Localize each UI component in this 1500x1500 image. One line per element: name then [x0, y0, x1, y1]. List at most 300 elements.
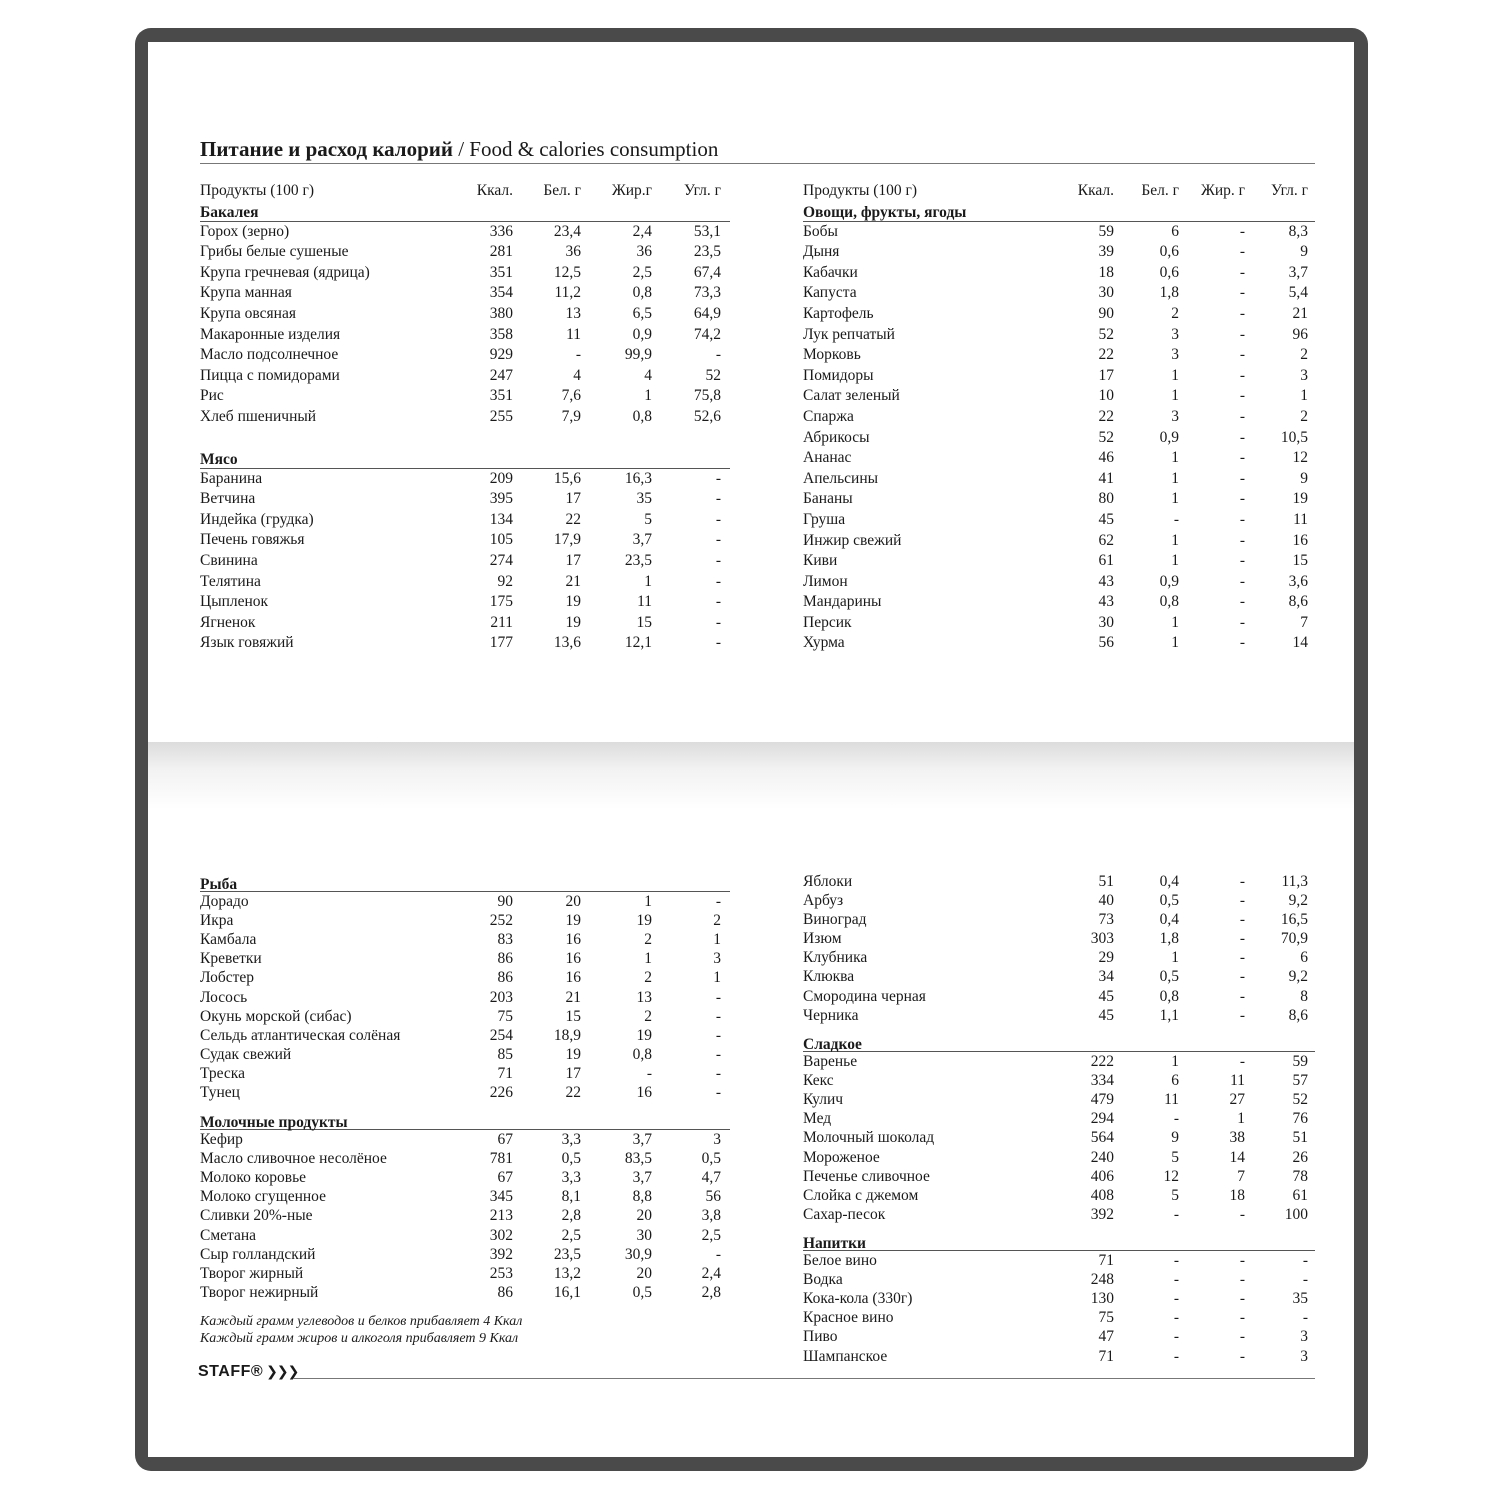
cell-name: Виноград: [803, 911, 867, 929]
cell-value: -: [1239, 407, 1245, 425]
cell-value: -: [1239, 552, 1245, 570]
cell-name: Ягненок: [200, 613, 256, 631]
cell-value: -: [1239, 449, 1245, 467]
table-row: [803, 572, 1315, 593]
cell-value: 17: [1098, 366, 1114, 384]
cell-value: 47: [1098, 1328, 1114, 1346]
header-name: Продукты (100 г): [803, 182, 918, 199]
cell-value: 130: [1090, 1290, 1114, 1308]
cell-value: 2: [1171, 304, 1179, 322]
cell-value: -: [715, 469, 721, 487]
cell-value: 392: [489, 1245, 513, 1263]
cell-value: 17: [565, 490, 581, 508]
cell-value: 2: [1300, 407, 1308, 425]
cell-value: 2,5: [632, 263, 652, 281]
cell-name: Клюква: [803, 968, 855, 986]
cell-value: 29: [1098, 949, 1114, 967]
table-row: [803, 551, 1315, 572]
cell-name: Камбала: [200, 931, 257, 949]
table-row: [200, 613, 730, 634]
cell-value: 73,3: [693, 284, 721, 302]
cell-value: 254: [489, 1026, 513, 1044]
cell-value: 0,6: [1159, 243, 1179, 261]
cell-value: -: [1173, 1309, 1179, 1327]
table-row: [803, 948, 1315, 967]
cell-value: 3,8: [701, 1207, 721, 1225]
cell-value: 52,6: [693, 407, 721, 425]
table-row: [200, 930, 730, 949]
cell-name: Хурма: [803, 634, 845, 652]
cell-value: 3: [1171, 325, 1179, 343]
cell-value: -: [715, 634, 721, 652]
table-row: [803, 1071, 1315, 1090]
cell-name: Грибы белые сушеные: [200, 243, 349, 261]
cell-name: Инжир свежий: [803, 531, 902, 549]
table-row: [200, 366, 730, 387]
section-myaso: [200, 449, 730, 654]
cell-value: 105: [489, 531, 513, 549]
cell-value: 41: [1098, 469, 1114, 487]
cell-value: 0,6: [1159, 263, 1179, 281]
table-row: [803, 891, 1315, 910]
cell-value: 1,8: [1159, 930, 1179, 948]
cell-value: 10,5: [1280, 428, 1308, 446]
cell-value: 8,6: [1288, 1006, 1308, 1024]
cell-value: 75: [1098, 1309, 1114, 1327]
section-title: Бакалея: [200, 202, 730, 222]
cell-value: -: [1302, 1252, 1308, 1270]
cell-value: 85: [497, 1045, 513, 1063]
table-row: [200, 1168, 730, 1187]
cell-value: 36: [636, 243, 652, 261]
footer-rule: [293, 1378, 1315, 1379]
table-row: [200, 988, 730, 1007]
cell-name: Крупа овсяная: [200, 304, 296, 322]
table-row: [200, 530, 730, 551]
cell-value: 90: [1098, 304, 1114, 322]
cell-value: 0,8: [632, 1045, 652, 1063]
cell-value: -: [1239, 1271, 1245, 1289]
cell-value: 209: [489, 469, 513, 487]
table-row: [803, 1006, 1315, 1025]
cell-value: -: [715, 1245, 721, 1263]
cell-value: 23,5: [624, 551, 652, 569]
table-row: [803, 1205, 1315, 1224]
cell-value: 175: [489, 593, 513, 611]
cell-value: 92: [497, 572, 513, 590]
cell-name: Лобстер: [200, 969, 255, 987]
table-row: [803, 1128, 1315, 1147]
cell-value: 19: [565, 613, 581, 631]
cell-value: 18: [1098, 263, 1114, 281]
table-row: [803, 222, 1315, 243]
cell-value: 3,3: [561, 1169, 581, 1187]
staff-logo: [198, 1363, 298, 1381]
cell-value: 78: [1292, 1167, 1308, 1185]
cell-value: 52: [1098, 325, 1114, 343]
cell-value: 3,6: [1288, 572, 1308, 590]
table-row: [200, 283, 730, 304]
cell-value: 0,8: [1159, 987, 1179, 1005]
cell-name: Молоко коровье: [200, 1169, 307, 1187]
cell-value: 30,9: [624, 1245, 652, 1263]
cell-value: 1: [713, 931, 721, 949]
cell-name: Варенье: [803, 1053, 858, 1071]
cell-value: 2,8: [701, 1283, 721, 1301]
cell-value: 302: [489, 1226, 513, 1244]
cell-value: 15,6: [553, 469, 581, 487]
table-row: [200, 407, 730, 428]
cell-value: -: [1239, 243, 1245, 261]
cell-value: 16,1: [553, 1283, 581, 1301]
cell-value: -: [715, 893, 721, 911]
cell-value: 3: [1300, 1347, 1308, 1365]
cell-value: 75: [497, 1007, 513, 1025]
section-moloko: [200, 1112, 730, 1302]
cell-value: 6: [1171, 222, 1179, 240]
cell-value: 2: [1300, 346, 1308, 364]
cell-value: 67,4: [693, 263, 721, 281]
cell-name: Сливки 20%-ные: [200, 1207, 313, 1225]
table-row: [803, 929, 1315, 948]
cell-value: 52: [705, 366, 721, 384]
cell-value: 22: [565, 510, 581, 528]
cell-value: 19: [565, 1045, 581, 1063]
cell-name: Кока-кола (330г): [803, 1290, 913, 1308]
cell-value: 46: [1098, 449, 1114, 467]
table-row: [803, 304, 1315, 325]
cell-value: 74,2: [693, 325, 721, 343]
cell-value: 336: [489, 222, 513, 240]
cell-value: -: [715, 572, 721, 590]
cell-value: 22: [565, 1084, 581, 1102]
cell-value: -: [575, 346, 581, 364]
cell-value: 71: [1098, 1252, 1114, 1270]
cell-value: 2,4: [701, 1264, 721, 1282]
cell-name: Окунь морской (сибас): [200, 1007, 352, 1025]
cell-value: 6: [1300, 949, 1308, 967]
cell-value: -: [1239, 387, 1245, 405]
table-row: [803, 345, 1315, 366]
cell-name: Клубника: [803, 949, 868, 967]
cell-value: 22: [1098, 407, 1114, 425]
cell-value: 3: [713, 950, 721, 968]
cell-value: 67: [497, 1169, 513, 1187]
cell-name: Морковь: [803, 346, 861, 364]
cell-value: -: [1302, 1309, 1308, 1327]
cell-name: Печень говяжья: [200, 531, 305, 549]
cell-value: -: [1239, 1309, 1245, 1327]
cell-value: -: [1239, 949, 1245, 967]
cell-value: 17: [565, 1064, 581, 1082]
cell-value: 392: [1090, 1205, 1114, 1223]
cell-value: 253: [489, 1264, 513, 1282]
cell-value: 3: [1300, 1328, 1308, 1346]
cell-value: -: [1239, 873, 1245, 890]
cell-value: -: [1173, 510, 1179, 528]
cell-value: -: [715, 1045, 721, 1063]
cell-name: Хлеб пшеничный: [200, 407, 317, 425]
table-row: [803, 987, 1315, 1006]
cell-value: 30: [1098, 613, 1114, 631]
cell-name: Макаронные изделия: [200, 325, 341, 343]
cell-value: 16: [636, 1084, 652, 1102]
title-rule: [200, 163, 1315, 164]
header-name: Продукты (100 г): [200, 182, 315, 199]
cell-value: 7: [1300, 613, 1308, 631]
cell-value: 380: [489, 304, 513, 322]
cell-value: 211: [490, 613, 513, 631]
cell-value: 4: [573, 366, 581, 384]
section-ryba: [200, 874, 730, 1102]
cell-value: 19: [1292, 490, 1308, 508]
cell-value: 13: [565, 304, 581, 322]
cell-name: Яблоки: [803, 873, 853, 890]
cell-name: Масло подсолнечное: [200, 346, 339, 364]
cell-value: 203: [489, 988, 513, 1006]
cell-value: 1: [1171, 634, 1179, 652]
cell-name: Тунец: [200, 1084, 240, 1102]
cell-value: 35: [1292, 1290, 1308, 1308]
cell-name: Треска: [200, 1064, 245, 1082]
cell-value: 15: [1292, 552, 1308, 570]
footnotes: [200, 1313, 522, 1347]
table-row: [200, 1130, 730, 1149]
cell-value: 38: [1229, 1129, 1245, 1147]
cell-name: Изюм: [803, 930, 842, 948]
cell-value: 19: [565, 593, 581, 611]
cell-value: 248: [1090, 1271, 1114, 1289]
cell-value: 7: [1237, 1167, 1245, 1185]
cell-value: 3: [1171, 346, 1179, 364]
cell-value: -: [715, 1007, 721, 1025]
table-row: [200, 1264, 730, 1283]
cell-value: 345: [489, 1188, 513, 1206]
cell-value: 12,1: [624, 634, 652, 652]
cell-name: Пиво: [803, 1328, 838, 1346]
cell-value: 3,7: [632, 1131, 652, 1149]
cell-value: 9: [1300, 469, 1308, 487]
cell-value: 0,5: [632, 1283, 652, 1301]
cell-value: 51: [1098, 873, 1114, 890]
cell-value: 7,6: [561, 387, 581, 405]
cell-value: 1: [713, 969, 721, 987]
table-row: [803, 407, 1315, 428]
cell-name: Язык говяжий: [200, 634, 294, 652]
cell-value: 1: [644, 387, 652, 405]
cell-value: 2: [644, 931, 652, 949]
cell-name: Персик: [803, 613, 852, 631]
table-row: [803, 1186, 1315, 1205]
cell-name: Творог жирный: [200, 1264, 304, 1282]
cell-value: 23,4: [553, 222, 581, 240]
cell-value: 1: [1171, 490, 1179, 508]
cell-value: 0,8: [632, 407, 652, 425]
cell-value: 14: [1229, 1148, 1245, 1166]
cell-value: 19: [565, 912, 581, 930]
logo-text: STAFF®: [198, 1363, 264, 1380]
cell-value: 226: [489, 1084, 513, 1102]
table-row: [200, 892, 730, 911]
cell-value: 1: [644, 572, 652, 590]
table-row: [200, 489, 730, 510]
cell-value: 3,7: [632, 1169, 652, 1187]
cell-name: Водка: [803, 1271, 843, 1289]
cell-value: -: [715, 510, 721, 528]
cell-name: Кулич: [803, 1091, 844, 1109]
chevrons-icon: ❯❯❯: [266, 1363, 299, 1379]
cell-value: 1: [1300, 387, 1308, 405]
table-row: [200, 1007, 730, 1026]
cell-name: Креветки: [200, 950, 262, 968]
cell-value: 1: [1171, 469, 1179, 487]
cell-value: 43: [1098, 572, 1114, 590]
cell-name: Капуста: [803, 284, 857, 302]
cell-value: 64,9: [693, 304, 721, 322]
table-row: [200, 325, 730, 346]
cell-value: -: [646, 1064, 652, 1082]
cell-value: 12: [1163, 1167, 1179, 1185]
table-row: [200, 345, 730, 366]
cell-value: 3: [1300, 366, 1308, 384]
table-row: [200, 572, 730, 593]
cell-value: 20: [565, 893, 581, 911]
cell-name: Слойка с джемом: [803, 1186, 919, 1204]
cell-value: 35: [636, 490, 652, 508]
cell-name: Мед: [803, 1110, 832, 1128]
table-row: [200, 1283, 730, 1302]
table-row: [200, 592, 730, 613]
table-row: [200, 386, 730, 407]
cell-value: -: [1239, 222, 1245, 240]
cell-value: -: [1239, 428, 1245, 446]
cell-value: 16,3: [624, 469, 652, 487]
cell-name: Мороженое: [803, 1148, 880, 1166]
cell-value: 57: [1292, 1072, 1308, 1090]
cell-value: 19: [636, 912, 652, 930]
cell-value: -: [1239, 911, 1245, 929]
section-title: Мясо: [200, 449, 730, 469]
column-headers: [803, 180, 1315, 202]
cell-value: 83,5: [624, 1150, 652, 1168]
cell-value: 8,1: [561, 1188, 581, 1206]
page-title: [200, 137, 718, 162]
section-title: Напитки: [803, 1233, 1315, 1251]
cell-value: 15: [636, 613, 652, 631]
cell-value: 21: [565, 988, 581, 1006]
table-row: [200, 1149, 730, 1168]
cell-value: -: [1239, 613, 1245, 631]
cell-value: 247: [489, 366, 513, 384]
cell-name: Индейка (грудка): [200, 510, 314, 528]
section-title: Молочные продукты: [200, 1112, 730, 1130]
table-row: [803, 1109, 1315, 1128]
cell-value: 2: [644, 1007, 652, 1025]
cell-value: -: [1239, 284, 1245, 302]
table-row: [200, 1206, 730, 1225]
cell-name: Творог нежирный: [200, 1283, 319, 1301]
cell-value: -: [715, 593, 721, 611]
cell-value: 30: [636, 1226, 652, 1244]
cell-value: 71: [1098, 1347, 1114, 1365]
cell-value: 100: [1284, 1205, 1308, 1223]
footnote-2: Каждый грамм жиров и алкоголя прибавляет 9 Ккал: [200, 1331, 519, 1346]
cell-name: Апельсины: [803, 469, 879, 487]
header-value: Бел. г: [543, 182, 581, 199]
cell-value: -: [715, 613, 721, 631]
header-value: Жир. г: [1200, 182, 1245, 199]
cell-name: Абрикосы: [803, 428, 870, 446]
cell-value: 255: [489, 407, 513, 425]
cell-name: Сельдь атлантическая солёная: [200, 1026, 401, 1044]
cell-value: 6,5: [632, 304, 652, 322]
table-row: [803, 613, 1315, 634]
cell-value: 8,8: [632, 1188, 652, 1206]
cell-name: Печенье сливочное: [803, 1167, 930, 1185]
cell-value: 1,8: [1159, 284, 1179, 302]
cell-value: 61: [1098, 552, 1114, 570]
cell-name: Пицца с помидорами: [200, 366, 340, 384]
cell-value: -: [1173, 1328, 1179, 1346]
cell-value: -: [1239, 510, 1245, 528]
cell-value: 73: [1098, 911, 1114, 929]
cell-value: 86: [497, 969, 513, 987]
table-row: [803, 967, 1315, 986]
cell-value: 0,8: [1159, 593, 1179, 611]
cell-value: 70,9: [1280, 930, 1308, 948]
cell-value: 40: [1098, 892, 1114, 910]
section-napitki: [803, 1233, 1315, 1366]
cell-value: 0,5: [1159, 968, 1179, 986]
cell-name: Ананас: [803, 449, 852, 467]
cell-value: -: [1239, 892, 1245, 910]
cell-name: Салат зеленый: [803, 387, 900, 405]
table-row: [803, 592, 1315, 613]
cell-value: -: [1239, 572, 1245, 590]
table-row: [200, 1083, 730, 1102]
cell-name: Кекс: [803, 1072, 834, 1090]
cell-value: 281: [489, 243, 513, 261]
cell-value: 408: [1090, 1186, 1114, 1204]
section-title: Овощи, фрукты, ягоды: [803, 202, 1315, 222]
cell-value: -: [1239, 490, 1245, 508]
section-title: Рыба: [200, 874, 730, 892]
cell-value: 252: [489, 912, 513, 930]
cell-value: 6: [1171, 1072, 1179, 1090]
table-row: [200, 469, 730, 490]
cell-value: 86: [497, 950, 513, 968]
table-row: [803, 1347, 1315, 1366]
cell-name: Сахар-песок: [803, 1205, 886, 1223]
table-row: [200, 510, 730, 531]
cell-value: 479: [1090, 1091, 1114, 1109]
cell-value: 52: [1098, 428, 1114, 446]
cell-name: Киви: [803, 552, 838, 570]
cell-value: -: [715, 346, 721, 364]
table-row: [803, 325, 1315, 346]
cell-value: 43: [1098, 593, 1114, 611]
title-ru: Питание и расход калорий: [200, 137, 453, 161]
cell-value: -: [1173, 1205, 1179, 1223]
cell-value: 8,3: [1288, 222, 1308, 240]
table-row: [200, 1064, 730, 1083]
cell-name: Молоко сгущенное: [200, 1188, 327, 1206]
cell-value: 1: [1171, 531, 1179, 549]
table-row: [200, 911, 730, 930]
cell-name: Кефир: [200, 1131, 243, 1149]
cell-value: 11: [1293, 510, 1308, 528]
cell-name: Крупа манная: [200, 284, 292, 302]
